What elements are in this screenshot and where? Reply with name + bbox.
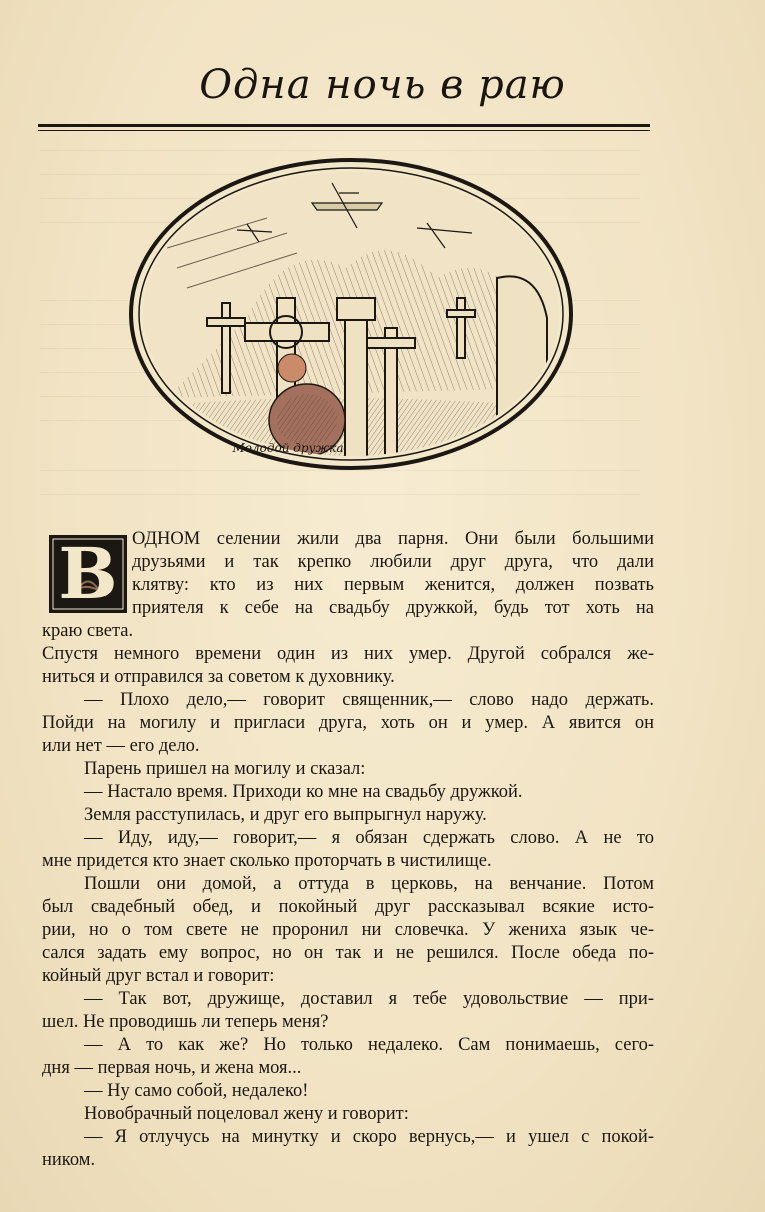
cemetery-illustration (127, 158, 575, 480)
header-rule-thin (38, 130, 650, 131)
text-line: — Я отлучусь на минутку и скоро вернусь,— и ушел с покой- (84, 1127, 654, 1147)
text-line: или нет — его дело. (42, 736, 200, 756)
illustration-caption: Молодой дружка (232, 441, 344, 455)
text-line: был свадебный обед, и покойный друг рассказывал всякие исто- (42, 897, 654, 917)
header-rule (38, 124, 650, 127)
running-head-title: Одна ночь в раю (199, 62, 566, 108)
text-line: Спустя немного времени один из них умер. Другой собрался же- (42, 644, 654, 664)
text-line: приятеля к себе на свадьбу дружкой, будь тот хоть на (132, 598, 654, 618)
text-line: Пошли они домой, а оттуда в церковь, на венчание. Потом (84, 874, 654, 894)
text-line: шел. Не проводишь ли теперь меня? (42, 1012, 329, 1032)
text-line: клятву: кто из них первым женится, должен позвать (132, 575, 654, 595)
text-line: — Настало время. Приходи ко мне на свадьбу дружкой. (84, 782, 523, 802)
text-line: Парень пришел на могилу и сказал: (84, 759, 366, 779)
text-line: Пойди на могилу и пригласи друга, хоть он и умер. А явится он (42, 713, 654, 733)
text-line: мне придется кто знает сколько проторчать в чистилище. (42, 851, 492, 871)
text-line: ОДНОМ селении жили два парня. Они были большими (132, 529, 654, 549)
text-line: — Так вот, дружище, доставил я тебе удовольствие — при- (84, 989, 654, 1009)
text-line: — Ну само собой, недалеко! (84, 1081, 309, 1101)
text-line: ником. (42, 1150, 96, 1170)
text-line: Новобрачный поцеловал жену и говорит: (84, 1104, 409, 1124)
text-line: — Иду, иду,— говорит,— я обязан сдержать слово. А не то (84, 828, 654, 848)
drop-cap-letter: В (58, 532, 118, 615)
text-line: дня — первая ночь, и жена моя... (42, 1058, 302, 1078)
text-line: рии, но о том свете не проронил ни словечка. У жениха язык че- (42, 920, 654, 940)
text-line: друзьями и так крепко любили друг друга, что дали (132, 552, 654, 572)
text-line: сался задать ему вопрос, но он так и не решился. После обеда по- (42, 943, 654, 963)
text-line: койный друг встал и говорит: (42, 966, 275, 986)
text-line: ниться и отправился за советом к духовнику. (42, 667, 395, 687)
drop-cap (48, 534, 128, 614)
text-line: краю света. (42, 621, 134, 641)
text-line: — Плохо дело,— говорит священник,— слово надо держать. (84, 690, 654, 710)
text-line: Земля расступилась, и друг его выпрыгнул наружу. (84, 805, 487, 825)
text-line: — А то как же? Но только недалеко. Сам понимаешь, сего- (84, 1035, 654, 1055)
